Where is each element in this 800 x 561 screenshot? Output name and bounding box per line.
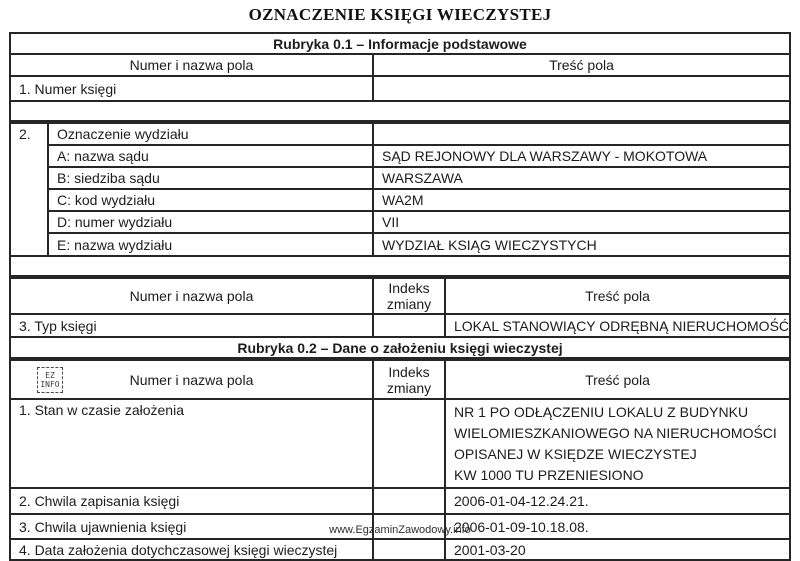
table-row — [10, 167, 790, 189]
table-row — [10, 314, 790, 337]
column-header-field — [10, 360, 373, 399]
table-typ-ksiegi — [9, 277, 791, 359]
cell-value: WA2M — [373, 189, 790, 211]
cell-label: B: siedziba sądu — [48, 167, 373, 189]
column-header-content: Treść pola — [445, 360, 790, 399]
table-row — [10, 145, 790, 167]
column-header-field: Numer i nazwa pola — [10, 54, 373, 76]
column-header-field-label: Numer i nazwa pola — [129, 371, 254, 388]
table-row — [10, 189, 790, 211]
ez-info-watermark-icon — [37, 367, 63, 393]
cell-value-numer-ksiegi — [373, 76, 790, 101]
section-band-rubryka-0-2: Rubryka 0.2 – Dane o założeniu księgi wieczystej — [10, 337, 790, 358]
table-row — [10, 399, 790, 488]
cell-value — [373, 123, 790, 145]
cell-label-chwila-ujawnienia: 3. Chwila ujawnienia księgi — [10, 514, 373, 539]
cell-value: SĄD REJONOWY DLA WARSZAWY - MOKOTOWA — [373, 145, 790, 167]
column-header-content: Treść pola — [373, 54, 790, 76]
watermark-line2: INFO — [40, 379, 60, 389]
table-row — [10, 123, 790, 145]
watermark-line1: EZ — [45, 370, 55, 380]
table-oznaczenie-wydzialu — [9, 122, 791, 277]
table-row — [10, 233, 790, 256]
cell-label: A: nazwa sądu — [48, 145, 373, 167]
cell-index — [373, 539, 445, 560]
cell-label-stan-w-czasie-zalozenia: 1. Stan w czasie założenia — [10, 399, 373, 488]
table-rubryka-0-1 — [9, 32, 791, 122]
column-header-index: Indeks zmiany — [373, 360, 445, 399]
cell-index — [373, 488, 445, 514]
column-header-content: Treść pola — [445, 278, 790, 314]
value-line: NR 1 PO ODŁĄCZENIU LOKALU Z BUDYNKU — [454, 404, 749, 420]
section-band-rubryka-0-1: Rubryka 0.1 – Informacje podstawowe — [10, 33, 790, 54]
page-title: OZNACZENIE KSIĘGI WIECZYSTEJ — [248, 5, 552, 24]
value-line: OPISANEJ W KSIĘDZE WIECZYSTEJ — [454, 446, 697, 462]
cell-value: WYDZIAŁ KSIĄG WIECZYSTYCH — [373, 233, 790, 256]
spacer-row — [10, 256, 790, 276]
cell-label-numer-ksiegi: 1. Numer księgi — [10, 76, 373, 101]
table-row — [10, 488, 790, 514]
cell-label: C: kod wydziału — [48, 189, 373, 211]
cell-index — [373, 314, 445, 337]
table-row — [10, 539, 790, 560]
cell-label-typ-ksiegi: 3. Typ księgi — [10, 314, 373, 337]
cell-value-data-zalozenia: 2001-03-20 — [445, 539, 790, 560]
cell-value-stan-w-czasie-zalozenia — [445, 399, 790, 488]
cell-value-chwila-ujawnienia: 2006-01-09-10.18.08. — [445, 514, 790, 539]
cell-value: VII — [373, 211, 790, 233]
cell-label-chwila-zapisania: 2. Chwila zapisania księgi — [10, 488, 373, 514]
spacer-row — [10, 101, 790, 121]
cell-value-chwila-zapisania: 2006-01-04-12.24.21. — [445, 488, 790, 514]
cell-label-data-zalozenia: 4. Data założenia dotychczasowej księgi wieczystej — [10, 539, 373, 560]
document-page — [0, 5, 800, 558]
cell-value-typ-ksiegi: LOKAL STANOWIĄCY ODRĘBNĄ NIERUCHOMOŚĆ — [445, 314, 790, 337]
cell-value: WARSZAWA — [373, 167, 790, 189]
column-header-field: Numer i nazwa pola — [10, 278, 373, 314]
value-line: WIELOMIESZKANIOWEGO NA NIERUCHOMOŚCI — [454, 425, 777, 441]
value-line: KW 1000 TU PRZENIESIONO — [454, 467, 644, 483]
cell-index — [373, 399, 445, 488]
table-row — [10, 76, 790, 101]
cell-label: E: nazwa wydziału — [48, 233, 373, 256]
table-row — [10, 211, 790, 233]
cell-label: Oznaczenie wydziału — [48, 123, 373, 145]
cell-label: D: numer wydziału — [48, 211, 373, 233]
footer-watermark: www.EgzaminZawodowy.info — [329, 524, 471, 536]
cell-section-number: 2. — [10, 123, 48, 256]
column-header-index: Indeks zmiany — [373, 278, 445, 314]
